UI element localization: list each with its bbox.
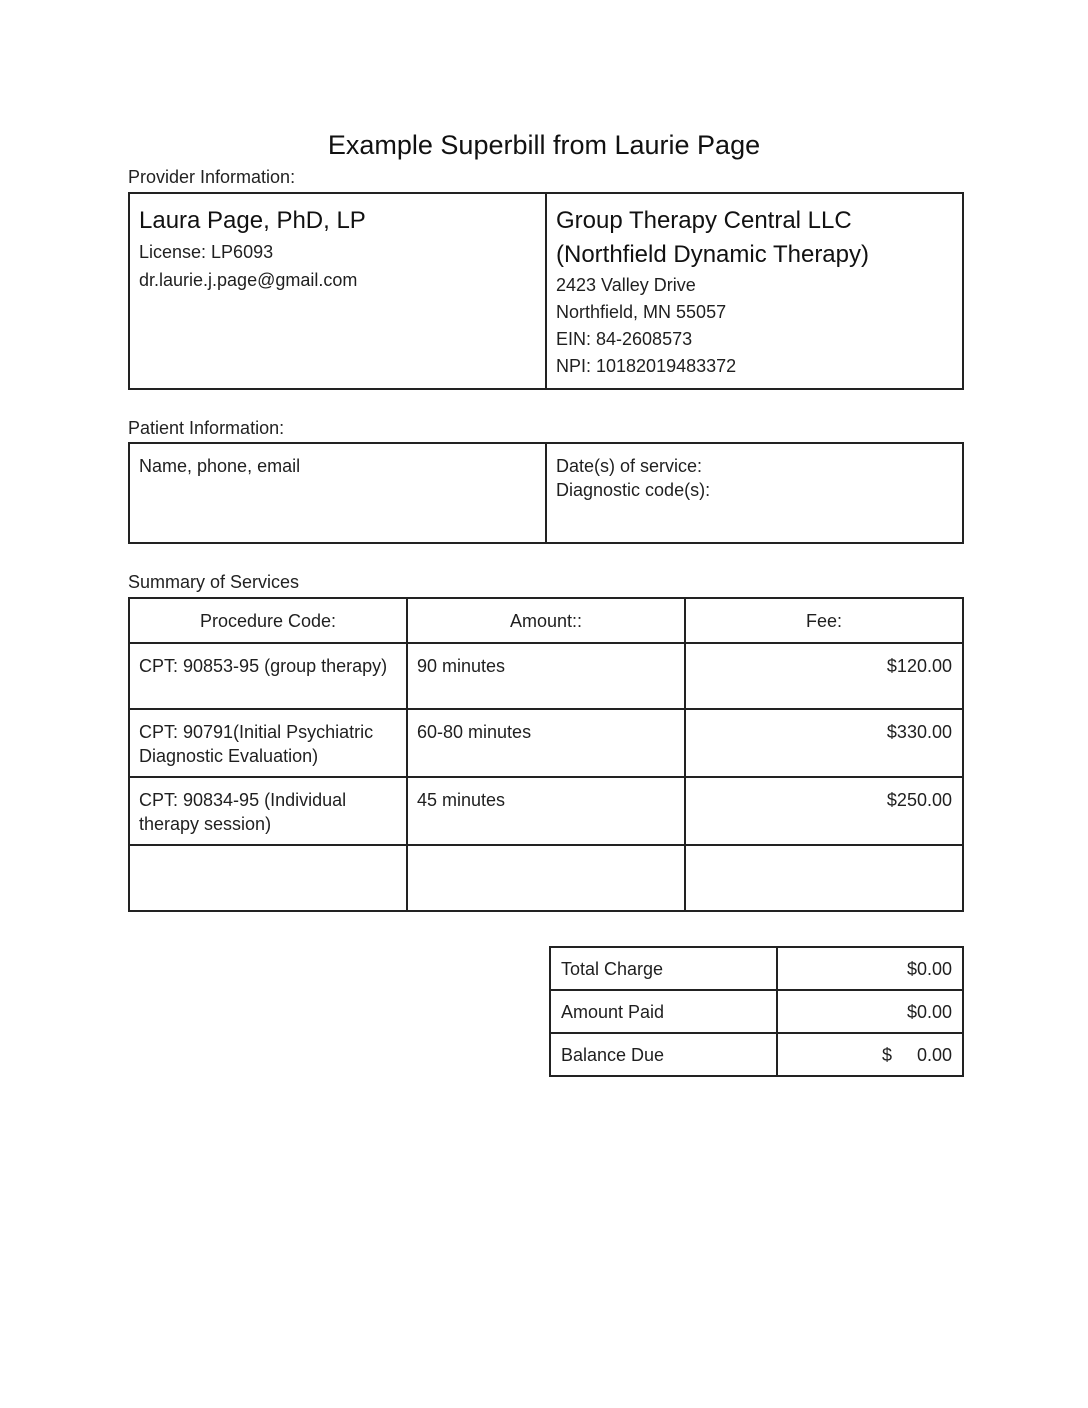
procedure-code-cell: CPT: 90791(Initial Psychiatric Diagnostic Evaluation): [129, 709, 407, 777]
total-charge-row: [550, 947, 963, 990]
amount-cell: 90 minutes: [407, 643, 685, 709]
balance-due-label: Balance Due: [550, 1033, 777, 1076]
amount-cell: 60-80 minutes: [407, 709, 685, 777]
table-row: [129, 709, 963, 777]
organization-npi: NPI: 10182019483372: [556, 356, 737, 376]
balance-due-amount: 0.00: [916, 1044, 952, 1065]
header-procedure-code: Procedure Code:: [129, 598, 407, 643]
balance-due-row: [550, 1033, 963, 1076]
organization-address-line1: 2423 Valley Drive: [556, 275, 696, 295]
fee-cell: $330.00: [685, 709, 963, 777]
totals-table: [549, 946, 964, 1077]
fee-cell: $250.00: [685, 777, 963, 845]
provider-section-label: Provider Information:: [128, 167, 296, 187]
procedure-code-cell: [129, 845, 407, 911]
total-charge-label: Total Charge: [550, 947, 777, 990]
fee-cell: [685, 845, 963, 911]
provider-person-cell: [129, 193, 546, 389]
provider-email: dr.laurie.j.page@gmail.com: [139, 270, 358, 290]
patient-info-table: [128, 442, 964, 544]
dates-of-service-label: Date(s) of service:: [556, 456, 703, 476]
patient-service-cell: [546, 443, 963, 543]
patient-contact-cell: [129, 443, 546, 543]
page-title: Example Superbill from Laurie Page: [327, 130, 761, 160]
header-amount: Amount::: [407, 598, 685, 643]
services-header-row: [129, 598, 963, 643]
provider-info-table: [128, 192, 964, 390]
services-table: [128, 597, 964, 912]
table-row: [129, 777, 963, 845]
procedure-code-cell: CPT: 90853-95 (group therapy): [129, 643, 407, 709]
amount-paid-label: Amount Paid: [550, 990, 777, 1033]
amount-cell: 45 minutes: [407, 777, 685, 845]
organization-ein: EIN: 84-2608573: [556, 329, 693, 349]
amount-cell: [407, 845, 685, 911]
patient-section-label: Patient Information:: [128, 418, 285, 438]
organization-address-line2: Northfield, MN 55057: [556, 302, 727, 322]
services-section-label: Summary of Services: [128, 572, 300, 592]
balance-due-currency: $: [882, 1044, 893, 1065]
patient-contact-label: Name, phone, email: [139, 456, 301, 476]
balance-due-value: [777, 1033, 963, 1076]
provider-license: License: LP6093: [139, 242, 274, 262]
fee-cell: $120.00: [685, 643, 963, 709]
organization-name: Group Therapy Central LLC: [556, 207, 852, 234]
table-row: [129, 643, 963, 709]
amount-paid-value: $0.00: [777, 990, 963, 1033]
diagnostic-codes-label: Diagnostic code(s):: [556, 480, 711, 500]
provider-name: Laura Page, PhD, LP: [139, 207, 366, 234]
total-charge-value: $0.00: [777, 947, 963, 990]
header-fee: Fee:: [685, 598, 963, 643]
provider-organization-cell: [546, 193, 963, 389]
amount-paid-row: [550, 990, 963, 1033]
procedure-code-cell: CPT: 90834-95 (Individual therapy session): [129, 777, 407, 845]
table-row: [129, 845, 963, 911]
organization-dba: (Northfield Dynamic Therapy): [556, 241, 869, 268]
